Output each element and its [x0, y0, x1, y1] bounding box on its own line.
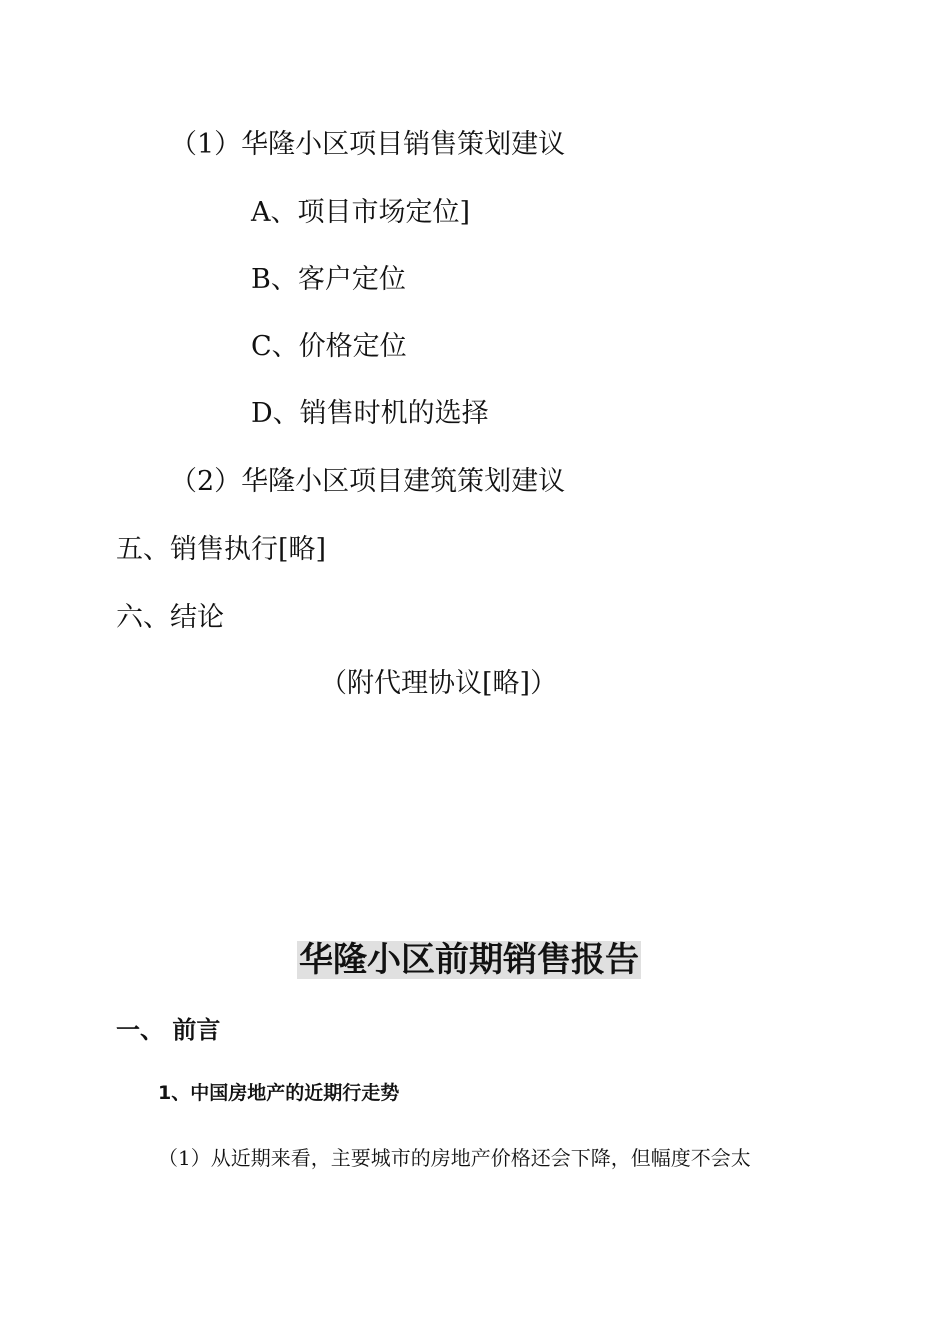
toc-sub-a: A、项目市场定位] — [251, 197, 471, 228]
toc-sub-d: D、销售时机的选择 — [251, 398, 489, 429]
toc-sub-c: C、价格定位 — [251, 331, 407, 362]
toc-item-2: （2）华隆小区项目建筑策划建议 — [170, 466, 566, 497]
toc-item-1: （1）华隆小区项目销售策划建议 — [170, 129, 566, 160]
toc-section-5: 五、销售执行[略] — [116, 534, 327, 565]
paragraph-1: （1）从近期来看，主要城市的房地产价格还会下降，但幅度不会太 — [158, 1146, 751, 1170]
subsection-heading-1: 1、中国房地产的近期行走势 — [158, 1082, 400, 1104]
section-heading-1: 一、 前言 — [116, 1016, 221, 1044]
toc-sub-b: B、客户定位 — [251, 264, 406, 295]
report-title: 华隆小区前期销售报告 — [299, 940, 639, 980]
toc-section-6: 六、结论 — [116, 602, 224, 633]
toc-appendix: （附代理协议[略]） — [320, 668, 558, 699]
